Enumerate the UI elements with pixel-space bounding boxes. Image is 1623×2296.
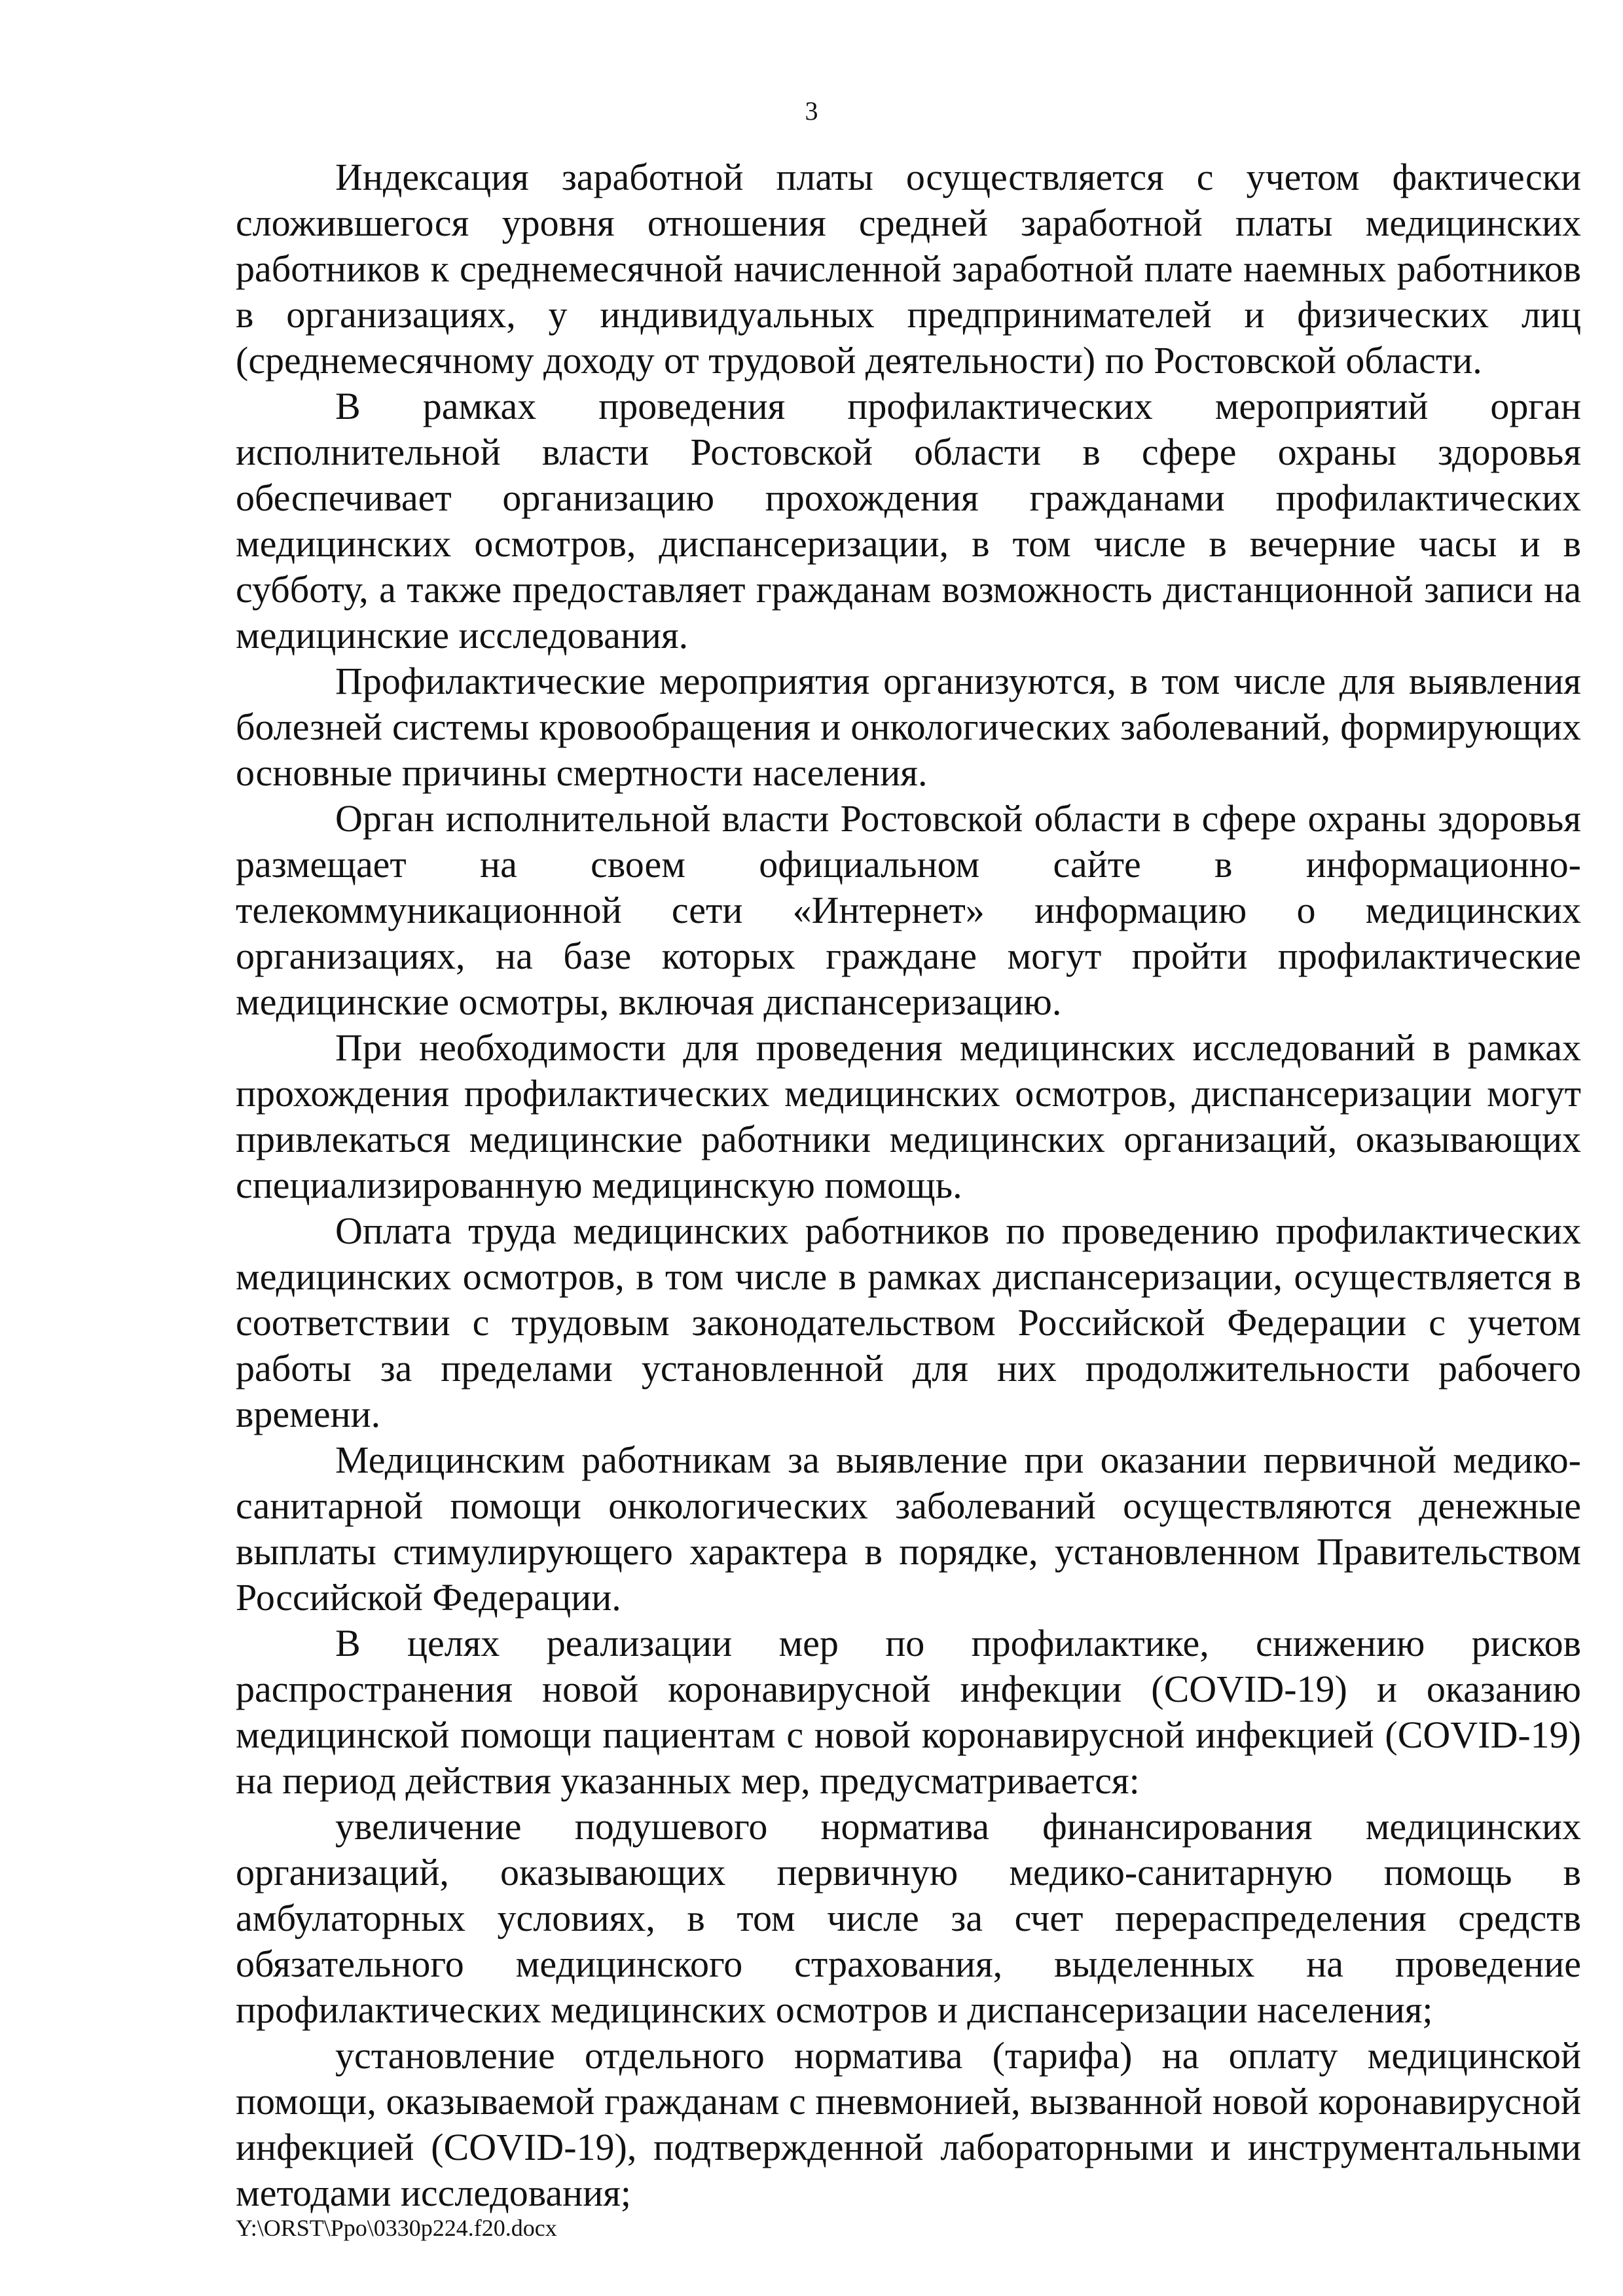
document-body [236, 154, 1581, 2216]
paragraph-per-capita-increase: увеличение подушевого норматива финансирования медицинских организаций, оказывающих первичную медико-санитарную помощь в амбулаторных условиях, в том числе за счет перераспределения средств обязательного медицинского страхования, выделенных на проведение профилактических медицинских осмотров и диспансеризации населения; [236, 1805, 1581, 2031]
paragraph-website-info: Орган исполнительной власти Ростовской области в сфере охраны здоровья размещает на своем официальном сайте в информационно-телекоммуникационной сети «Интернет» информацию о медицинских организациях, на базе которых граждане могут пройти профилактические медицинские осмотры, включая диспансеризацию. [236, 797, 1581, 1023]
paragraph-oncology-bonuses: Медицинским работникам за выявление при оказании первичной медико-санитарной помощи онкологических заболеваний осуществляются денежные выплаты стимулирующего характера в порядке, установленном Правительством Российской Федерации. [236, 1439, 1581, 1619]
paragraph-labor-payment: Оплата труда медицинских работников по проведению профилактических медицинских осмотров, в том числе в рамках диспансеризации, осуществляется в соответствии с трудовым законодательством Российской Федерации с учетом работы за пределами установленной для них продолжительности рабочего времени. [236, 1210, 1581, 1435]
paragraph-covid-measures: В целях реализации мер по профилактике, снижению рисков распространения новой коронавирусной инфекции (COVID-19) и оказанию медицинской помощи пациентам с новой коронавирусной инфекцией (COVID-19) на период действия указанных мер, предусматривается: [236, 1622, 1581, 1802]
paragraph-specialist-involvement: При необходимости для проведения медицинских исследований в рамках прохождения профилактических медицинских осмотров, диспансеризации могут привлекаться медицинские работники медицинских организаций, оказывающих специализированную медицинскую помощь. [236, 1026, 1581, 1206]
paragraph-preventive-measures: В рамках проведения профилактических мероприятий орган исполнительной власти Ростовской области в сфере охраны здоровья обеспечивает организацию прохождения гражданами профилактических медицинских осмотров, диспансеризации, в том числе в вечерние часы и в субботу, а также предоставляет гражданам возможность дистанционной записи на медицинские исследования. [236, 385, 1581, 656]
paragraph-salary-indexation: Индексация заработной платы осуществляется с учетом фактически сложившегося уровня отношения средней заработной платы медицинских работников к среднемесячной начисленной заработной плате наемных работников в организациях, у индивидуальных предпринимателей и физических лиц (среднемесячному доходу от трудовой деятельности) по Ростовской области. [236, 156, 1581, 382]
footer-file-path: Y:\ORST\Ppo\0330p224.f20.docx [236, 2215, 557, 2241]
paragraph-pneumonia-tariff: установление отдельного норматива (тарифа) на оплату медицинской помощи, оказываемой гражданам с пневмонией, вызванной новой коронавирусной инфекцией (COVID-19), подтвержденной лабораторными и инструментальными методами исследования; [236, 2034, 1581, 2214]
page-number: 3 [805, 96, 818, 126]
paragraph-preventive-goals: Профилактические мероприятия организуются, в том числе для выявления болезней системы кровообращения и онкологических заболеваний, формирующих основные причины смертности населения. [236, 660, 1581, 794]
